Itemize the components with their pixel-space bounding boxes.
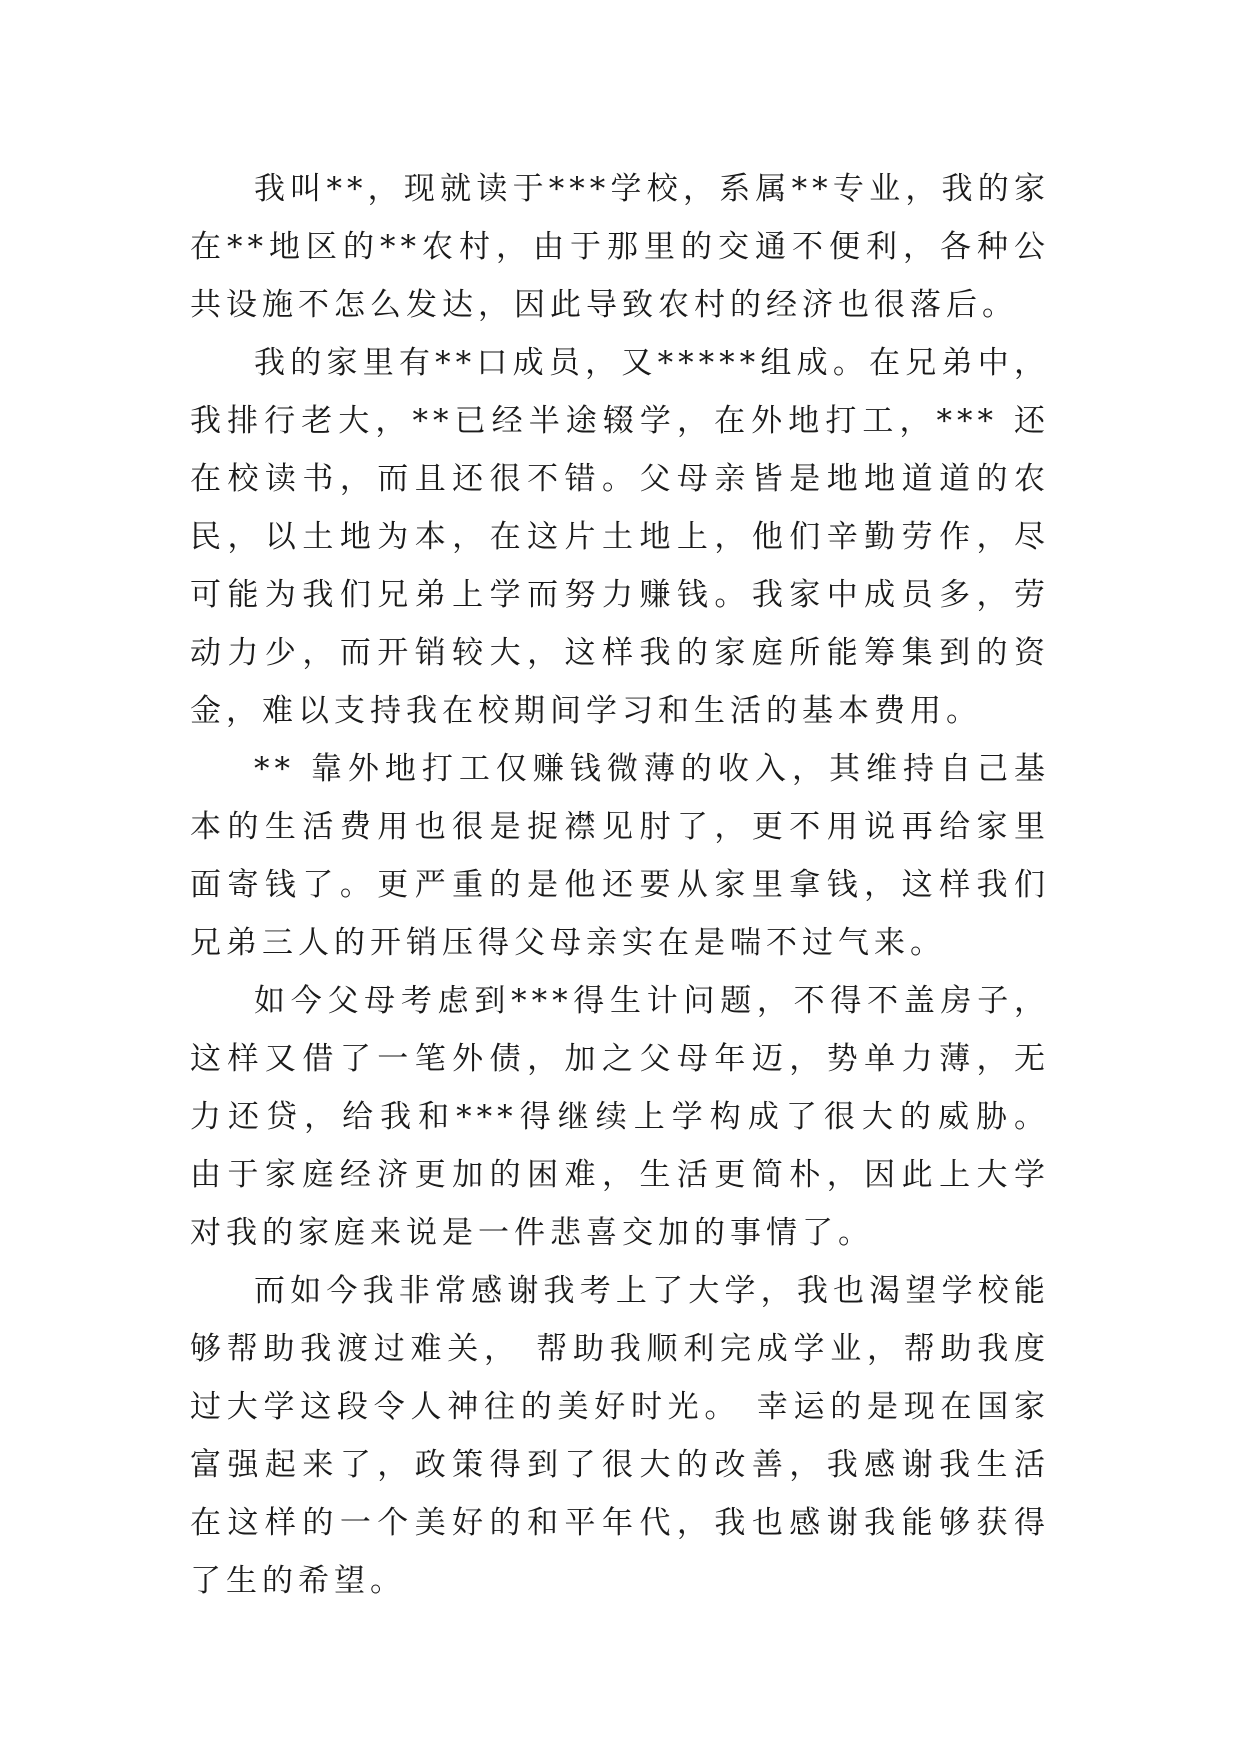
paragraph-5: 而如今我非常感谢我考上了大学，我也渴望学校能够帮助我渡过难关， 帮助我顺利完成学业，帮助我度过大学这段令人神往的美好时光。 幸运的是现在国家富强起来了，政策得到了很大的改善，我感谢我生活在这样的一个美好的和平年代，我也感谢我能够获得了生的希望。: [190, 1273, 1050, 1599]
paragraph-3: ** 靠外地打工仅赚钱微薄的收入，其维持自己基本的生活费用也很是捉襟见肘了，更不用说再给家里面寄钱了。更严重的是他还要从家里拿钱，这样我们兄弟三人的开销压得父母亲实在是喘不过气来。: [190, 751, 1050, 961]
document-body: [190, 160, 1050, 1610]
paragraph-2: 我的家里有**口成员，又*****组成。在兄弟中，我排行老大，**已经半途辍学，在外地打工，*** 还在校读书，而且还很不错。父母亲皆是地地道道的农民，以土地为本，在这片土地上，他们辛勤劳作，尽可能为我们兄弟上学而努力赚钱。我家中成员多，劳动力少，而开销较大，这样我的家庭所能筹集到的资金，难以支持我在校期间学习和生活的基本费用。: [190, 345, 1050, 729]
paragraph-1: 我叫**，现就读于***学校，系属**专业，我的家在**地区的**农村，由于那里的交通不便利，各种公共设施不怎么发达，因此导致农村的经济也很落后。: [190, 171, 1050, 323]
paragraph-4: 如今父母考虑到***得生计问题，不得不盖房子，这样又借了一笔外债，加之父母年迈，势单力薄，无力还贷，给我和***得继续上学构成了很大的威胁。 由于家庭经济更加的困难，生活更简朴，因此上大学对我的家庭来说是一件悲喜交加的事情了。: [190, 983, 1050, 1251]
